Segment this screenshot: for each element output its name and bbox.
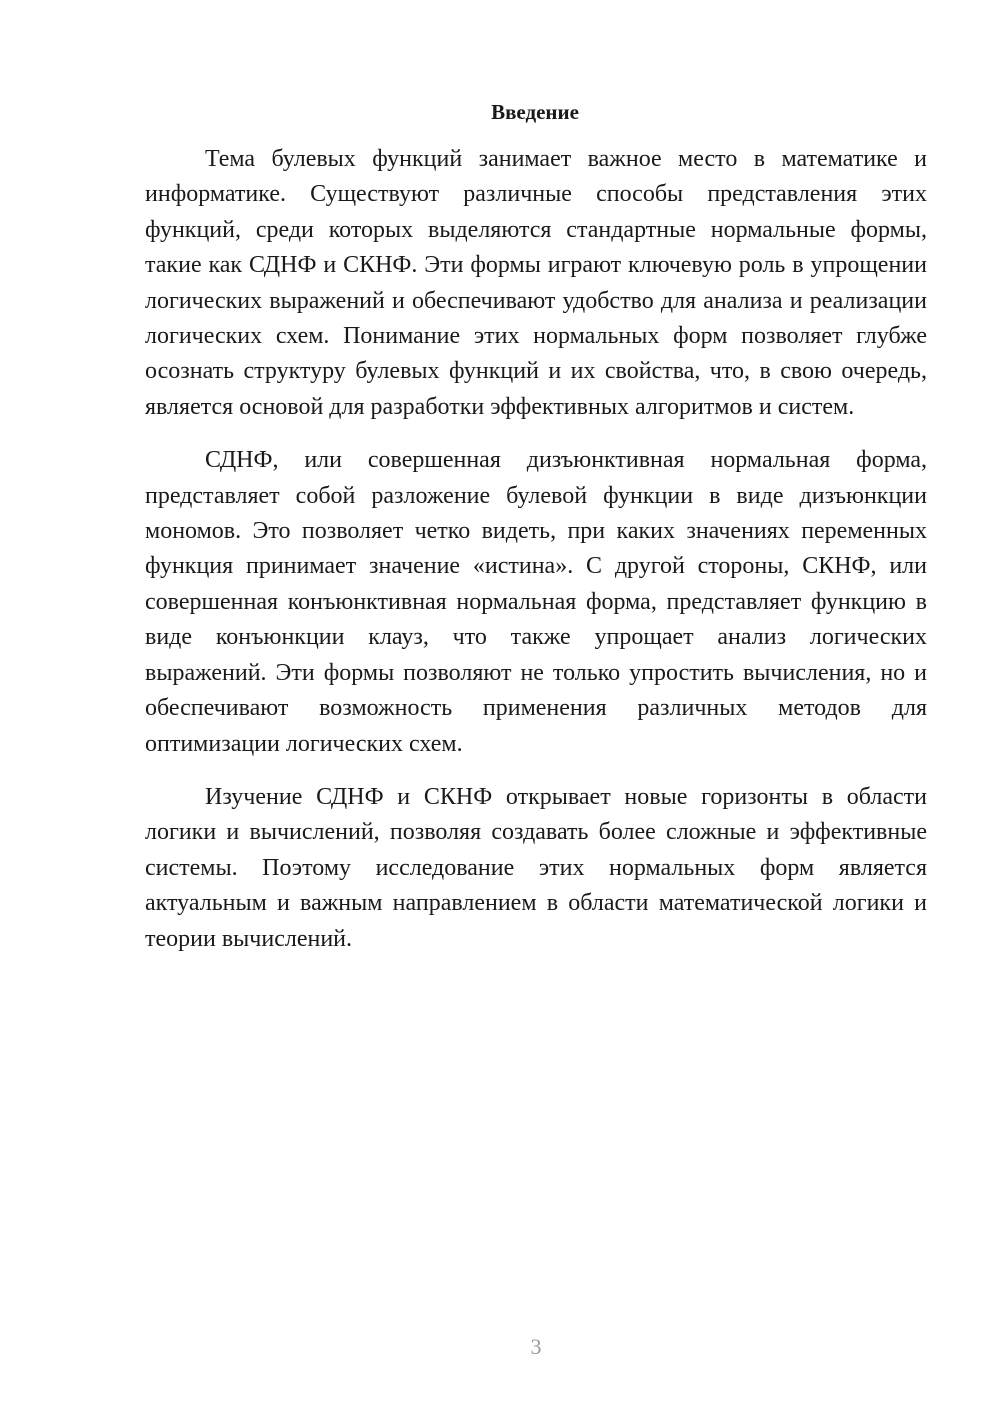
section-heading: Введение bbox=[491, 100, 579, 124]
paragraph-1: Тема булевых функций занимает важное место в математике и информатике. Существуют различные способы представления этих функций, среди которых выделяются стандартные нормальные формы, такие как СДНФ и СКНФ. Эти формы играют ключевую роль в упрощении логических выражений и обеспечивают удобство для анализа и реализации логических схем. Понимание этих нормальных форм позволяет глубже осознать структуру булевых функций и их свойства, что, в свою очередь, является основой для разработки эффективных алгоритмов и систем. bbox=[145, 146, 927, 420]
page-number: 3 bbox=[530, 1334, 542, 1359]
paragraph-3: Изучение СДНФ и СКНФ открывает новые горизонты в области логики и вычислений, позволяя создавать более сложные и эффективные системы. Поэтому исследование этих нормальных форм является актуальным и важным направлением в области математической логики и теории вычислений. bbox=[145, 783, 927, 952]
paragraph-2: СДНФ, или совершенная дизъюнктивная нормальная форма, представляет собой разложение булевой функции в виде дизъюнкции мономов. Это позволяет четко видеть, при каких значениях переменных функция принимает значение «истина». С другой стороны, СКНФ, или совершенная конъюнктивная нормальная форма, представляет функцию в виде конъюнкции клауз, что также упрощает анализ логических выражений. Эти формы позволяют не только упростить вычисления, но и обеспечивают возможность применения различных методов для оптимизации логических схем. bbox=[145, 447, 927, 757]
body-text bbox=[145, 142, 927, 957]
